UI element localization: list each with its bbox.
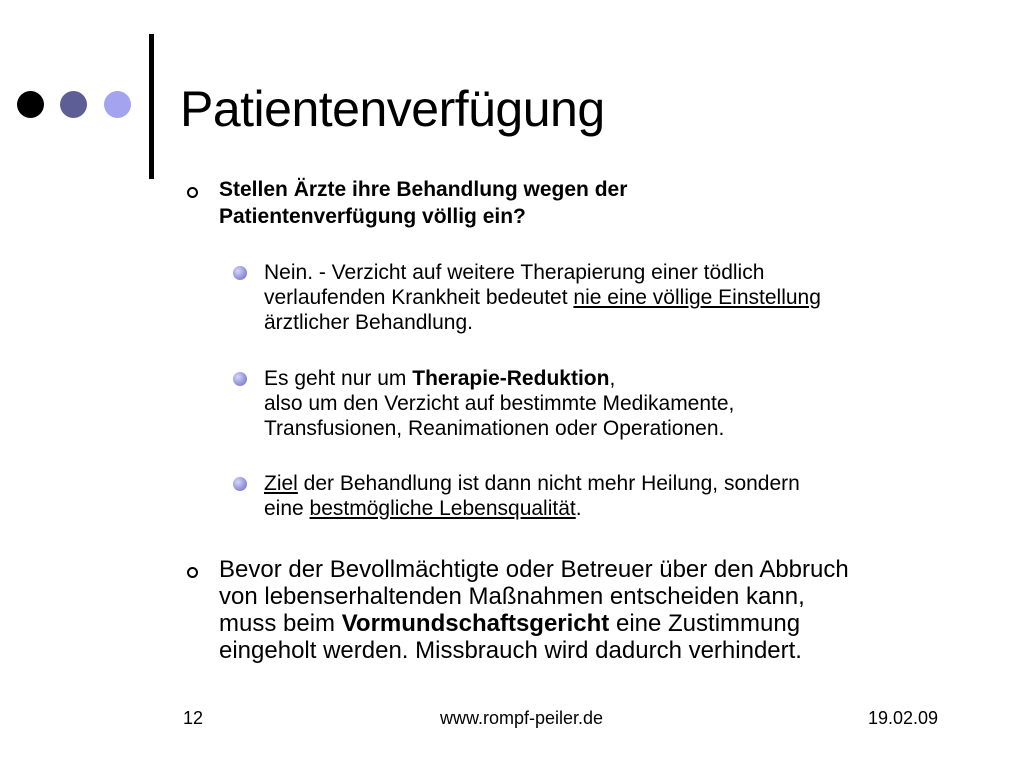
- slide-title: Patientenverfügung: [180, 81, 605, 137]
- point-3-line-1: der Behandlung ist dann nicht mehr Heilung, sondern: [297, 472, 800, 495]
- point-2-line-2: also um den Verzicht auf bestimmte Medikamente,: [264, 392, 735, 415]
- point-3-line-2-end: .: [575, 497, 582, 520]
- point-1-line-2: verlaufenden Krankheit bedeutet: [264, 286, 574, 309]
- question-1-line-1: Stellen Ärzte ihre Behandlung wegen der: [219, 178, 628, 201]
- paragraph-line-2: von lebenserhaltenden Maßnahmen entscheiden kann,: [219, 583, 805, 610]
- point-1-line-3: ärztlicher Behandlung.: [264, 311, 473, 334]
- question-2-paragraph: [219, 556, 959, 664]
- point-1-underlined-text: nie eine völlige Einstellung: [573, 286, 821, 309]
- question-1-line-2: Patientenverfügung völlig ein?: [219, 205, 526, 228]
- point-2-line-1-end: ,: [609, 367, 616, 390]
- answer-point-1: [264, 260, 964, 335]
- answer-point-3: [264, 471, 964, 521]
- point-2-line-3: Transfusionen, Reanimationen oder Operationen.: [264, 417, 725, 440]
- paragraph-bold-text: Vormundschaftsgericht: [341, 610, 610, 637]
- point-3-line-2: eine: [264, 497, 310, 520]
- bullet-sphere-icon: [233, 372, 247, 386]
- point-3-underlined-text: bestmögliche Lebensqualität: [309, 497, 576, 520]
- point-3-underlined-word: Ziel: [264, 472, 298, 495]
- decorative-dot-lavender: [104, 91, 131, 118]
- paragraph-line-3: muss beim: [219, 610, 342, 637]
- bullet-sphere-icon: [233, 266, 247, 280]
- bullet-hollow-icon: [187, 567, 198, 578]
- answer-point-2: [264, 366, 964, 441]
- paragraph-line-3-end: eine Zustimmung: [609, 610, 801, 637]
- paragraph-line-4: eingeholt werden. Missbrauch wird dadurch verhindert.: [219, 637, 802, 664]
- point-2-bold-text: Therapie-Reduktion: [412, 367, 610, 390]
- paragraph-line-1: Bevor der Bevollmächtigte oder Betreuer über den Abbruch: [219, 556, 849, 583]
- title-divider-line: [149, 34, 154, 179]
- question-1: [219, 176, 839, 230]
- decorative-dot-purple: [60, 91, 87, 118]
- bullet-hollow-icon: [187, 187, 198, 198]
- point-1-line-1: Nein. - Verzicht auf weitere Therapierung einer tödlich: [264, 261, 765, 284]
- decorative-dot-black: [17, 91, 44, 118]
- slide-number: 12: [183, 708, 204, 728]
- footer-date: 19.02.09: [868, 708, 939, 728]
- point-2-line-1: Es geht nur um: [264, 367, 413, 390]
- bullet-sphere-icon: [233, 477, 247, 491]
- footer-url: www.rompf-peiler.de: [440, 708, 604, 728]
